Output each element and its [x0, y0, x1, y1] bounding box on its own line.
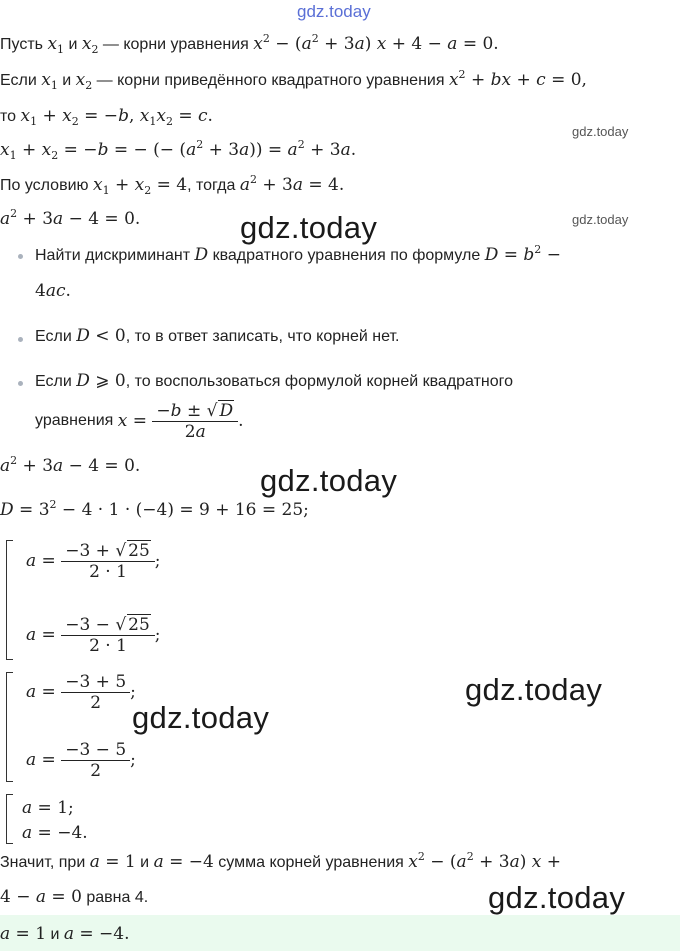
- text: Если: [0, 72, 42, 89]
- equation: $x^2$ + bx + c = 0,: [448, 68, 587, 90]
- text: Пусть: [0, 36, 48, 53]
- root-value: [22, 798, 74, 819]
- root-formula: [26, 672, 136, 713]
- math: $x_2$: [81, 34, 99, 56]
- bullet-icon: [18, 337, 23, 342]
- equation-line: [0, 209, 140, 230]
- system-bracket: [6, 672, 13, 782]
- text: сумма корней уравнения: [213, 854, 409, 871]
- math: $D = b^2$ −: [484, 243, 561, 265]
- text: квадратного уравнения по формуле: [208, 247, 485, 264]
- math: $a^2 + 3a = 4$.: [239, 173, 345, 195]
- statement-line: [0, 34, 499, 55]
- watermark-small: gdz.today: [572, 212, 629, 227]
- equation: a = $\frac{-3 + √ 25}{2 \cdot 1}$ ;: [26, 541, 161, 582]
- text: , то в ответ записать, что корней нет.: [125, 328, 400, 345]
- math: a = −4: [153, 852, 214, 872]
- text: и: [64, 36, 82, 53]
- root-value: [22, 823, 88, 844]
- text: равна 4.: [81, 889, 149, 906]
- watermark-big: gdz.today: [132, 700, 270, 735]
- root-formula: [26, 740, 136, 781]
- equation: a = −4.: [22, 823, 88, 843]
- math: a = 1: [89, 852, 136, 872]
- math: D ⩾ 0: [76, 371, 126, 391]
- text: и: [57, 72, 76, 89]
- text: то: [0, 108, 21, 125]
- math: D: [194, 245, 209, 265]
- root-formula: [26, 540, 161, 582]
- sum-of-roots: [0, 140, 356, 161]
- bullet-icon: [18, 254, 23, 259]
- text: и: [46, 926, 64, 943]
- equation: a = 1;: [22, 798, 74, 818]
- watermark-big: gdz.today: [488, 880, 626, 915]
- text: Найти дискриминант: [35, 247, 195, 264]
- math: D < 0: [76, 326, 126, 346]
- condition-line: [0, 175, 344, 196]
- text: Значит, при: [0, 854, 90, 871]
- bullet-item: [35, 326, 399, 347]
- bullet-icon: [18, 381, 23, 386]
- conclusion-line: [0, 852, 561, 873]
- discriminant-line: [0, 500, 309, 521]
- watermark-top: gdz.today: [297, 2, 371, 21]
- conclusion-line-cont: [0, 887, 148, 908]
- watermark-big: gdz.today: [240, 210, 378, 245]
- equation: $x_1 + x_2 = -b$, $x_1x_2 = c$.: [20, 106, 213, 128]
- equation: a = $\frac{-3 + 5}{2}$ ;: [26, 672, 136, 713]
- bullet-item-cont: [35, 281, 71, 302]
- equation: $a^2 + 3a - 4 = 0$.: [0, 207, 141, 229]
- text: , тогда: [187, 177, 240, 194]
- math: a = −4.: [63, 924, 130, 944]
- system-bracket: [6, 794, 13, 844]
- text: Если: [35, 328, 77, 345]
- math: $x_1$: [41, 70, 58, 92]
- vieta-line: [0, 70, 587, 91]
- text: — корни уравнения: [98, 36, 254, 53]
- text: , то воспользоваться формулой корней квадратного: [125, 373, 514, 390]
- math: $x_1$: [47, 34, 65, 56]
- bullet-item: [35, 245, 561, 266]
- watermark-big: gdz.today: [260, 463, 398, 498]
- equation: a = $\frac{-3 - 5}{2}$ ;: [26, 740, 136, 781]
- text: уравнения: [35, 412, 118, 429]
- equation: $D = 3^2 - 4 \cdot 1 \cdot (-4) = 9 + 16 = 25$;: [0, 498, 309, 520]
- math: $x^2 - (a^2 + 3a) x$ +: [408, 850, 561, 872]
- text: Если: [35, 373, 77, 390]
- math: $x_1 + x_2 = 4$: [92, 175, 188, 197]
- equation: a = $\frac{-3 - √ 25}{2 \cdot 1}$ ;: [26, 615, 161, 656]
- watermark-big: gdz.today: [465, 672, 603, 707]
- vieta-result: [0, 106, 213, 127]
- math: 4ac.: [35, 281, 71, 301]
- math: 4 − a = 0: [0, 887, 82, 907]
- math: $x_2$: [75, 70, 93, 92]
- root-formula: [26, 614, 161, 656]
- watermark-small: gdz.today: [572, 124, 629, 139]
- system-bracket: [6, 540, 13, 660]
- text: По условию: [0, 177, 93, 194]
- equation-line: [0, 456, 140, 477]
- text: и: [135, 854, 154, 871]
- bullet-item: [35, 371, 513, 392]
- bullet-item-cont: [35, 400, 243, 442]
- root-formula: x = $\frac{-b \pm √ D}{2a}$ .: [117, 401, 244, 442]
- equation: $x_1 + x_2 = -b$ = − (− $(a^2 + 3a)) = a^2 + 3a$.: [0, 138, 357, 162]
- equation: $a^2 + 3a - 4 = 0$.: [0, 454, 141, 476]
- equation: $x^2 - (a^2 + 3a) x + 4 - a = 0$.: [253, 32, 499, 54]
- text: — корни приведённого квадратного уравнения: [92, 72, 449, 89]
- math: a = 1: [0, 924, 47, 944]
- answer-line: [0, 924, 130, 945]
